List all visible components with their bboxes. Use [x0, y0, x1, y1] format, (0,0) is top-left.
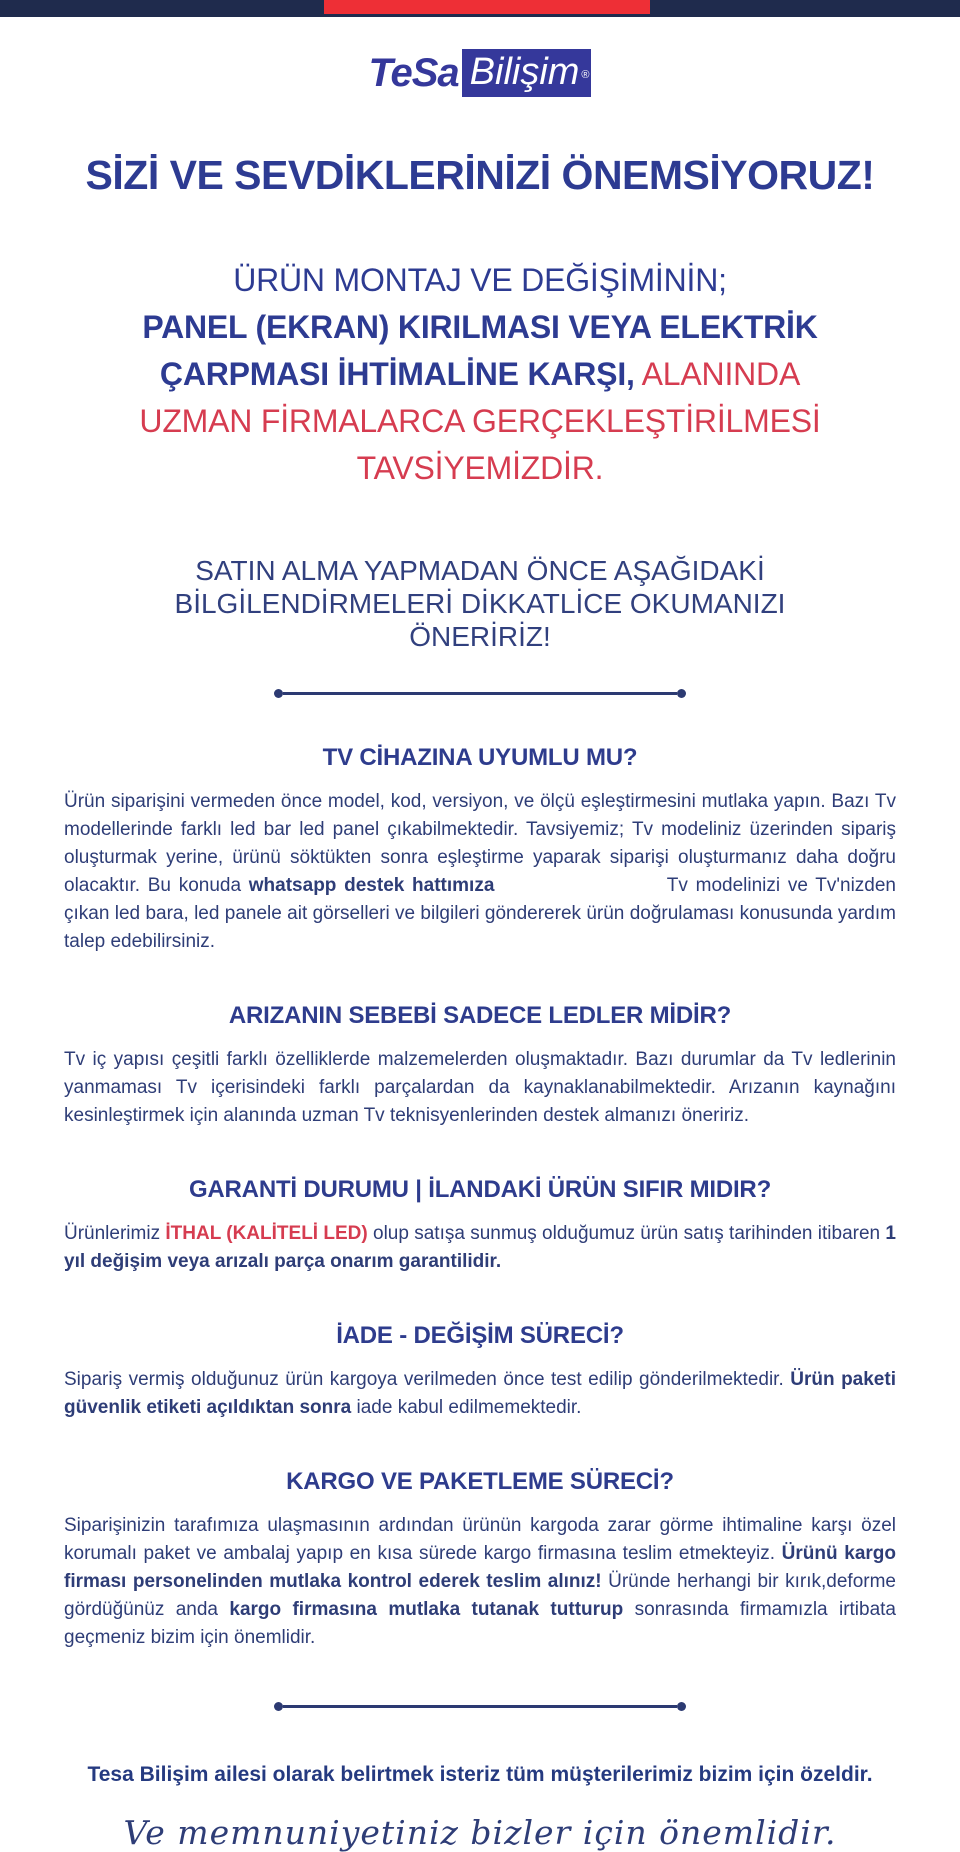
- section-heading: İADE - DEĞİŞİM SÜRECİ?: [336, 1322, 624, 1349]
- divider-dot-icon: [274, 1702, 283, 1711]
- section-paragraph: [64, 1512, 896, 1652]
- divider-line: [283, 1705, 677, 1708]
- divider-dot-icon: [677, 689, 686, 698]
- registered-trademark-icon: ®: [581, 69, 590, 81]
- paragraph-segment: Üründe herhangi bir kırık,deforme gördüğünüz anda: [64, 1571, 896, 1620]
- section-paragraph: [64, 1046, 896, 1130]
- closing-statement: Tesa Bilişim ailesi olarak belirtmek isteriz tüm müşterilerimiz bizim için özeldir.: [87, 1763, 873, 1786]
- paragraph-segment: Siparişinizin tarafımıza ulaşmasının ardından ürünün kargoda zarar görme ihtimaline karşı özel korumalı paket ve ambalaj yapıp en kısa sürede kargo firmasına teslim etmekteyiz.: [64, 1515, 896, 1564]
- subtitle-segment: ÇARPMASI İHTİMALİNE KARŞI,: [159, 356, 635, 392]
- section-heading: TV CİHAZINA UYUMLU MU?: [322, 744, 638, 771]
- info-section: [64, 1322, 896, 1422]
- divider-dot-icon: [274, 689, 283, 698]
- paragraph-segment: Ürünlerimiz: [64, 1223, 166, 1244]
- paragraph-segment: iade kabul edilmemektedir.: [351, 1397, 582, 1418]
- section-paragraph: [64, 788, 896, 956]
- subtitle-segment: ÜRÜN MONTAJ VE DEĞİŞİMİNİN;: [233, 262, 727, 298]
- paragraph-segment: Ürün paketi güvenlik etiketi açıldıktan sonra: [64, 1369, 896, 1418]
- paragraph-segment: 1 yıl değişim veya arızalı parça onarım garantilidir.: [64, 1223, 896, 1272]
- paragraph-segment: kargo firmasına mutlaka tutanak tutturup: [229, 1599, 624, 1620]
- section-heading: GARANTİ DURUMU | İLANDAKİ ÜRÜN SIFIR MIDIR?: [188, 1176, 772, 1203]
- subtitle-segment: ALANINDA: [634, 356, 801, 392]
- handwritten-note: Ve memnuniyetiniz bizler için önemlidir.: [123, 1813, 837, 1852]
- divider-dot-icon: [677, 1702, 686, 1711]
- paragraph-segment: Tv modelinizi ve Tv'nizden çıkan led bara, led panele ait görselleri ve bilgileri göndererek ürün doğrulaması konusunda yardım talep edebilirsiniz.: [64, 875, 896, 952]
- section-paragraph: [64, 1366, 896, 1422]
- sections: [0, 744, 960, 1652]
- logo-bilisim-box: [462, 49, 592, 97]
- info-section: [64, 1002, 896, 1130]
- subtitle-segment: UZMAN FİRMALARCA GERÇEKLEŞTİRİLMESİ: [139, 403, 821, 439]
- divider-line: [283, 692, 677, 695]
- paragraph-segment: Sipariş vermiş olduğunuz ürün kargoya verilmeden önce test edilip gönderilmektedir.: [64, 1369, 791, 1390]
- paragraph-segment: İTHAL (KALİTELİ LED): [165, 1223, 368, 1244]
- logo-bilisim-text: Bilişim: [469, 51, 580, 93]
- paragraph-segment: olup satışa sunmuş olduğumuz ürün satış tarihinden itibaren: [367, 1223, 886, 1244]
- section-paragraph: [64, 1220, 896, 1276]
- divider-bottom: [274, 1702, 686, 1711]
- logo-tesa-text: TeSa: [368, 50, 459, 95]
- logo: [0, 49, 960, 97]
- info-section: [64, 744, 896, 956]
- info-section: [64, 1176, 896, 1276]
- purchase-notice: SATIN ALMA YAPMADAN ÖNCE AŞAĞIDAKİ BİLGİLENDİRMELERİ DİKKATLİCE OKUMANIZI ÖNERİRİZ!: [174, 555, 786, 652]
- info-section: [64, 1468, 896, 1652]
- paragraph-segment: whatsapp destek hattımıza: [248, 875, 495, 896]
- top-bar-red-segment: [324, 0, 650, 14]
- subtitle-segment: TAVSİYEMİZDİR.: [356, 450, 604, 486]
- divider-top: [274, 689, 686, 698]
- section-heading: ARIZANIN SEBEBİ SADECE LEDLER MİDİR?: [228, 1002, 732, 1029]
- paragraph-segment: Ürünü kargo firması personelinden mutlaka kontrol ederek teslim alınız!: [64, 1543, 896, 1592]
- top-bar: [0, 0, 960, 17]
- subtitle-segment: PANEL (EKRAN) KIRILMASI VEYA ELEKTRİK: [142, 309, 818, 345]
- paragraph-segment: sonrasında firmamızla irtibata geçmeniz bizim için önemlidir.: [64, 1599, 897, 1648]
- paragraph-segment: Ürün siparişini vermeden önce model, kod, versiyon, ve ölçü eşleştirmesini mutlaka yapın. Bazı Tv modellerinde farklı led bar led panel çıkabilmektedir. Tavsiyemiz; Tv modeliniz üzerinden sipariş oluşturmak yerine, ürünü söktükten sonra eşleştirme yaparak siparişi oluşturmanız daha doğru olacaktır. Bu konuda: [64, 791, 896, 896]
- paragraph-segment: Tv iç yapısı çeşitli farklı özelliklerde malzemelerden oluşmaktadır. Bazı durumlar da Tv ledlerinin yanmaması Tv içerisindeki farklı parçalardan da kaynaklanabilmektedir. Arızanın kaynağını kesinleştirmek için alanında uzman Tv teknisyenlerinden destek almanızı öneririz.: [64, 1049, 896, 1126]
- main-title: SİZİ VE SEVDİKLERİNİZİ ÖNEMSİYORUZ!: [85, 152, 875, 198]
- section-heading: KARGO VE PAKETLEME SÜRECİ?: [286, 1468, 674, 1495]
- subtitle: [0, 257, 960, 492]
